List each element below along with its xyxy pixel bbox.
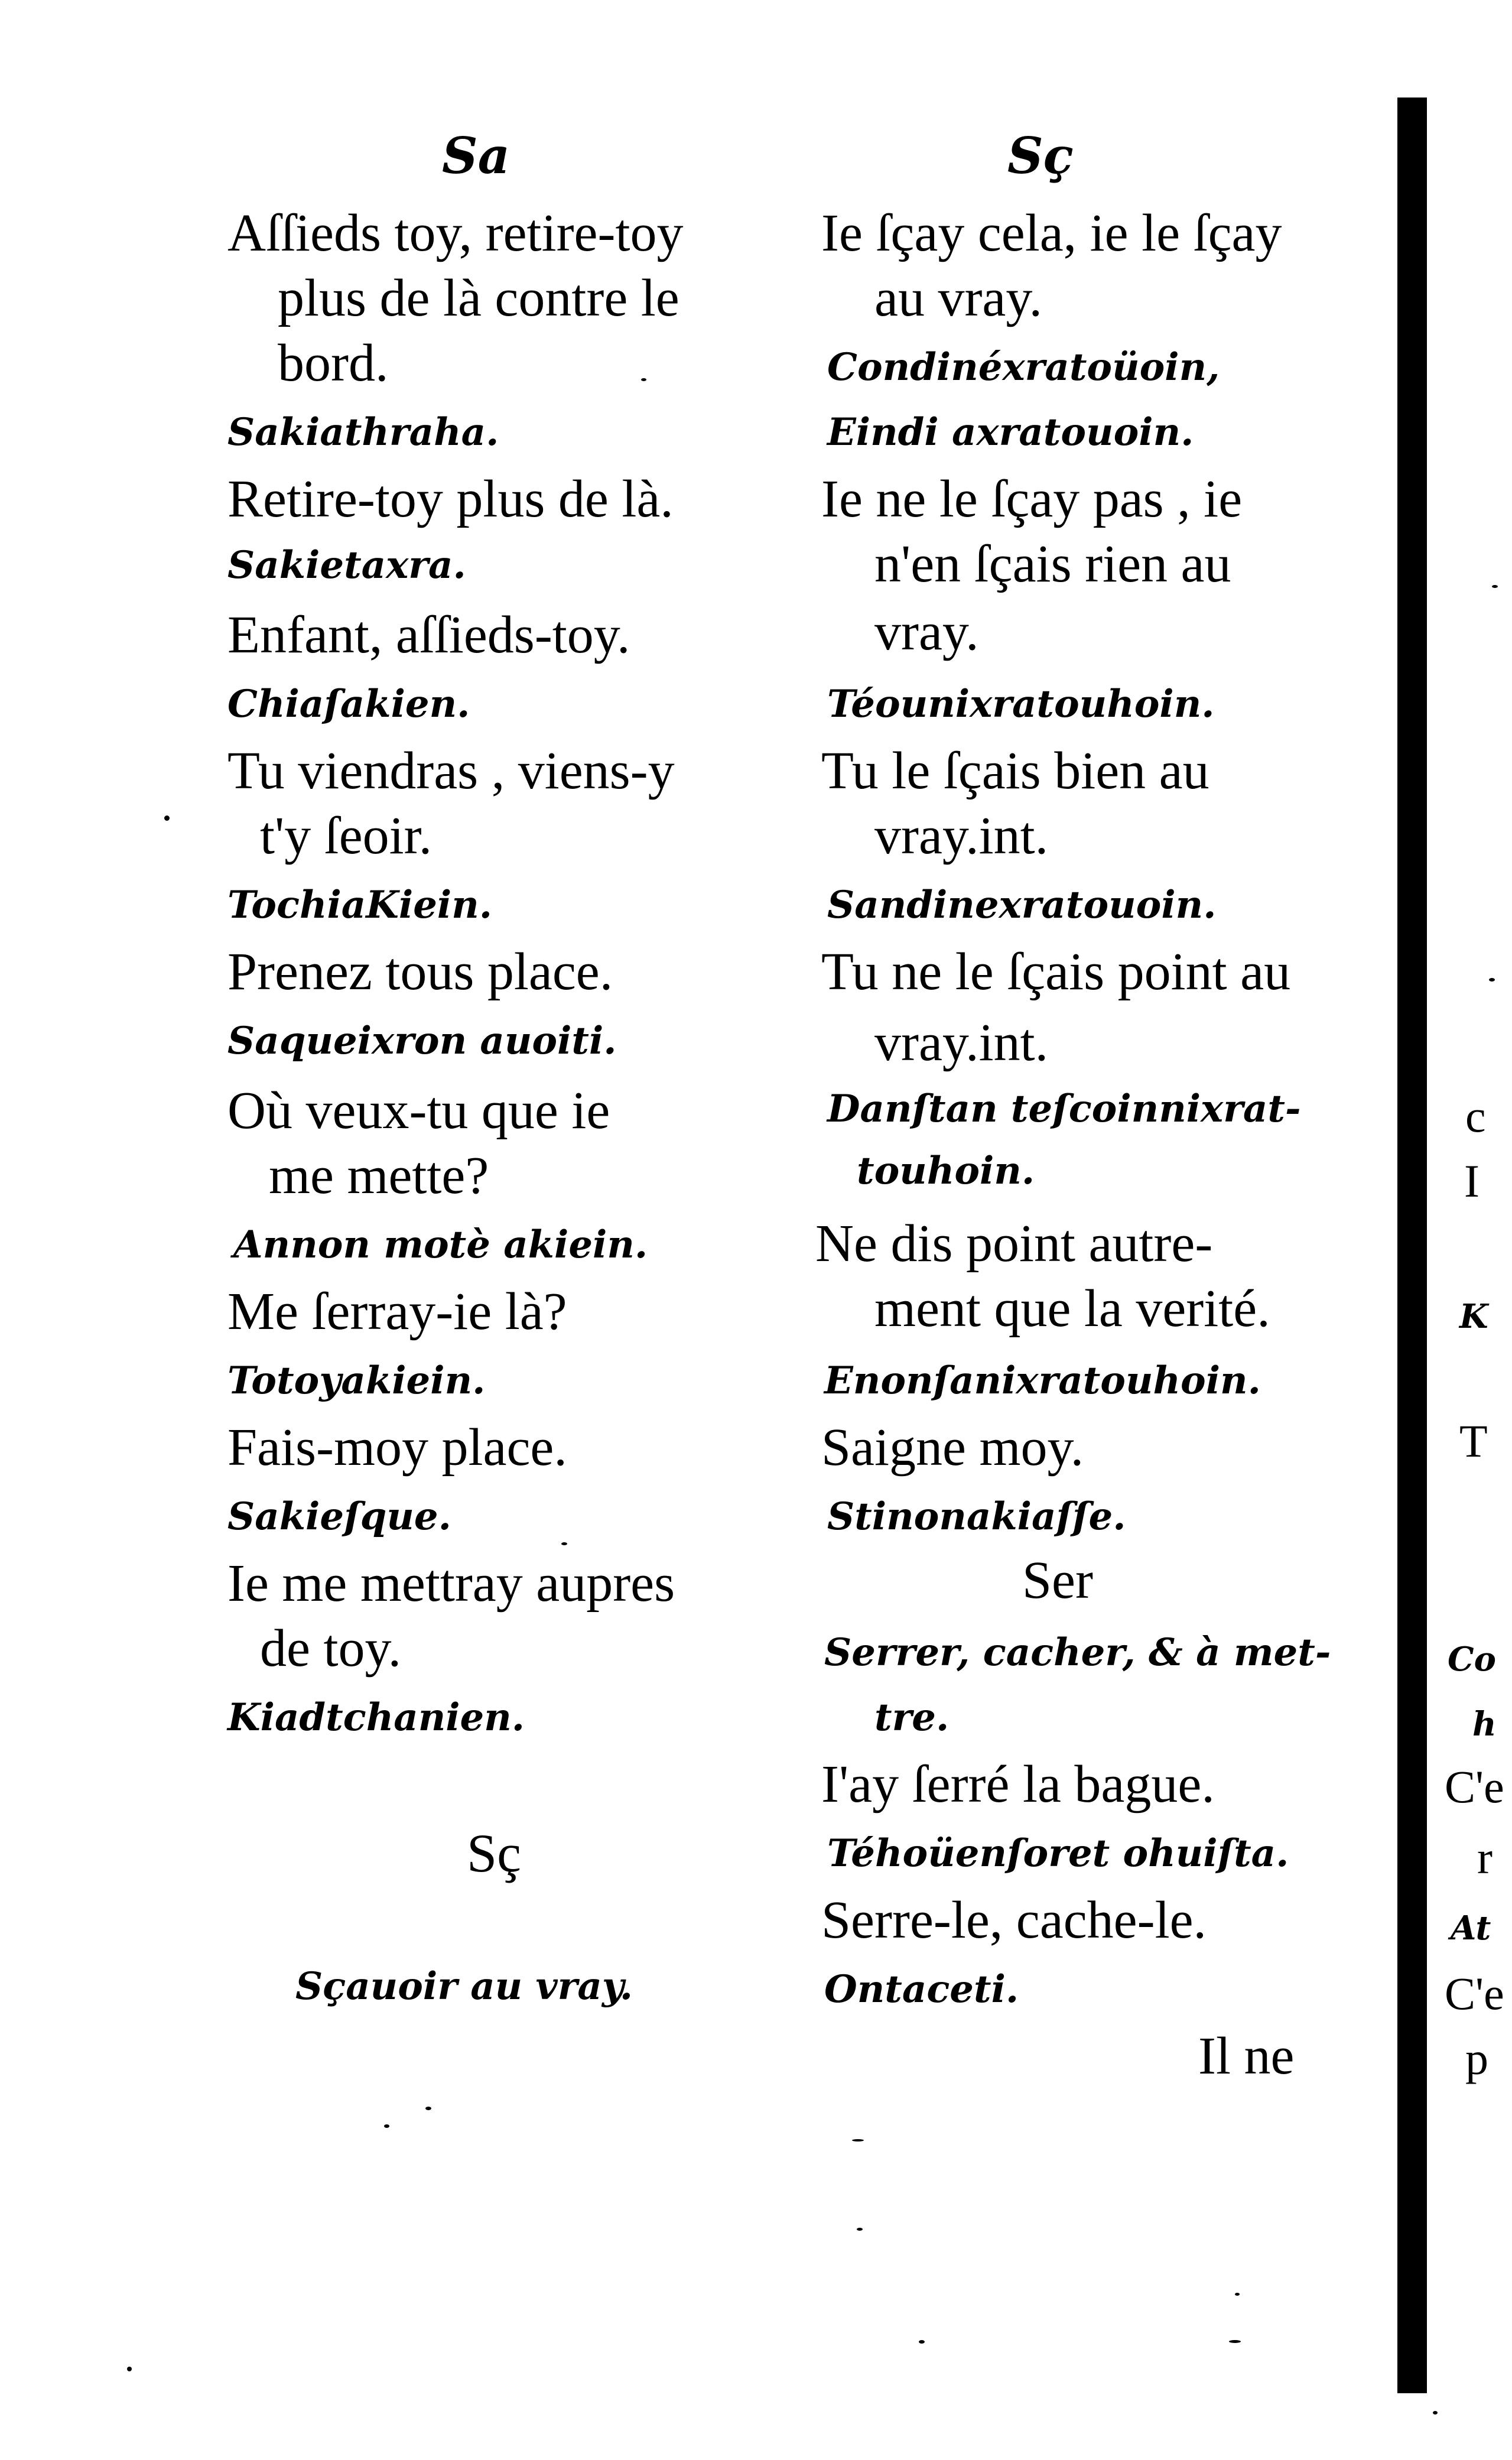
next-page-fragment: C'e [1445,1761,1504,1812]
left-line-22: de toy. [260,1619,402,1678]
right-line-21: Serrer, cacher, & à met- [824,1630,1331,1675]
ink-speck [641,378,646,381]
ink-speck [857,2228,863,2231]
right-line-12: Tu ne le ſçais point au [821,943,1291,1001]
right-line-4: Eindi axratouoin. [827,410,1194,454]
left-line-6: Sakietaxra. [227,543,466,587]
right-line-24: Téhoüenſoret ohuiſta. [827,1831,1289,1876]
ink-speck [127,2367,132,2371]
left-line-11: TochiaKiein. [227,883,493,927]
gutter-rule [1397,98,1427,2393]
right-line-8: Téounixratouhoin. [827,682,1215,726]
left-line-18: Totoyakiein. [227,1359,486,1403]
right-line-20: Stinonakiaſſe. [827,1494,1126,1539]
next-page-fragment: p [1465,2033,1488,2084]
next-page-fragment: K [1459,1297,1488,1336]
right-line-19: Saigne moy. [821,1418,1084,1477]
ink-speck [384,2124,389,2128]
right-line-25: Serre-le, cache-le. [821,1891,1207,1949]
left-line-23: Kiadtchanien. [227,1695,525,1740]
right-line-16: Ne dis point autre- [815,1214,1213,1273]
next-page-fragment: r [1477,1832,1493,1883]
right-line-18: Enonſanixratouhoin. [824,1359,1261,1403]
left-line-9: Tu viendras , viens-y [227,742,675,800]
left-line-10: t'y ſeoir. [260,807,433,865]
left-line-13: Saqueixron auoiti. [227,1019,617,1063]
left-line-1: Aſſieds toy, retire-toy [227,204,684,262]
ink-speck [1489,978,1495,982]
left-line-12: Prenez tous place. [227,943,613,1001]
ink-speck [1235,2293,1240,2296]
left-line-21: Ie me mettray aupres [227,1554,675,1613]
next-page-fragment: C'e [1445,1968,1504,2019]
left-line-16: Annon motè akiein. [233,1223,648,1267]
catchword: Il ne [1198,2027,1295,2085]
left-line-3: bord. [278,334,389,392]
right-line-5: Ie ne le ſçay pas , ie [821,470,1243,528]
left-line-14: Où veux-tu que ie [227,1081,610,1140]
left-running-head: Sa [442,126,510,185]
next-page-fragment: At [1451,1909,1491,1948]
right-line-14: Danſtan teſcoinnixrat- [827,1087,1301,1131]
right-line-13: vray.int. [874,1013,1049,1072]
left-section-subhead: Sçauoir au vray. [295,1964,633,2009]
right-running-head: Sç [1007,126,1074,185]
right-line-3: Condinéxratoüoin, [827,345,1220,389]
left-section-head: Sç [467,1823,521,1883]
right-line-23: I'ay ſerré la bague. [821,1755,1215,1814]
left-line-5: Retire-toy plus de là. [227,470,674,528]
left-line-2: plus de là contre le [278,269,679,327]
left-line-19: Fais-moy place. [227,1418,567,1477]
ink-speck [1492,585,1498,588]
ink-speck [164,815,170,821]
right-line-22: tre. [874,1695,950,1740]
left-line-17: Me ſerray-ie là? [227,1282,567,1341]
right-line-26: Ontaceti. [824,1967,1019,2011]
right-section-head: Ser [1022,1551,1093,1610]
left-line-8: Chiaſakien. [227,682,470,726]
right-line-15: touhoin. [857,1149,1035,1193]
next-page-fragment: Co [1448,1640,1496,1679]
left-line-20: Sakieſque. [227,1494,451,1539]
right-line-9: Tu le ſçais bien au [821,742,1209,800]
next-page-fragment: h [1472,1705,1497,1744]
ink-speck [425,2107,431,2110]
right-line-10: vray.int. [874,807,1049,865]
right-line-17: ment que la verité. [874,1279,1270,1338]
right-line-7: vray. [874,603,979,661]
next-page-fragment: I [1464,1155,1480,1207]
left-line-4: Sakiathraha. [227,410,499,454]
right-line-11: Sandinexratouoin. [827,883,1217,927]
next-page-fragment: c [1465,1090,1486,1142]
right-line-2: au vray. [874,269,1043,327]
right-line-1: Ie ſçay cela, ie le ſçay [821,204,1282,262]
ink-speck [561,1542,567,1545]
next-page-fragment: T [1459,1415,1488,1467]
left-line-7: Enfant, aſſieds-toy. [227,606,630,664]
ink-speck [1229,2340,1241,2343]
ink-speck [1433,2411,1438,2414]
left-line-15: me mette? [269,1146,489,1205]
ink-speck [852,2139,864,2141]
ink-speck [919,2340,925,2344]
right-line-6: n'en ſçais rien au [874,535,1231,593]
